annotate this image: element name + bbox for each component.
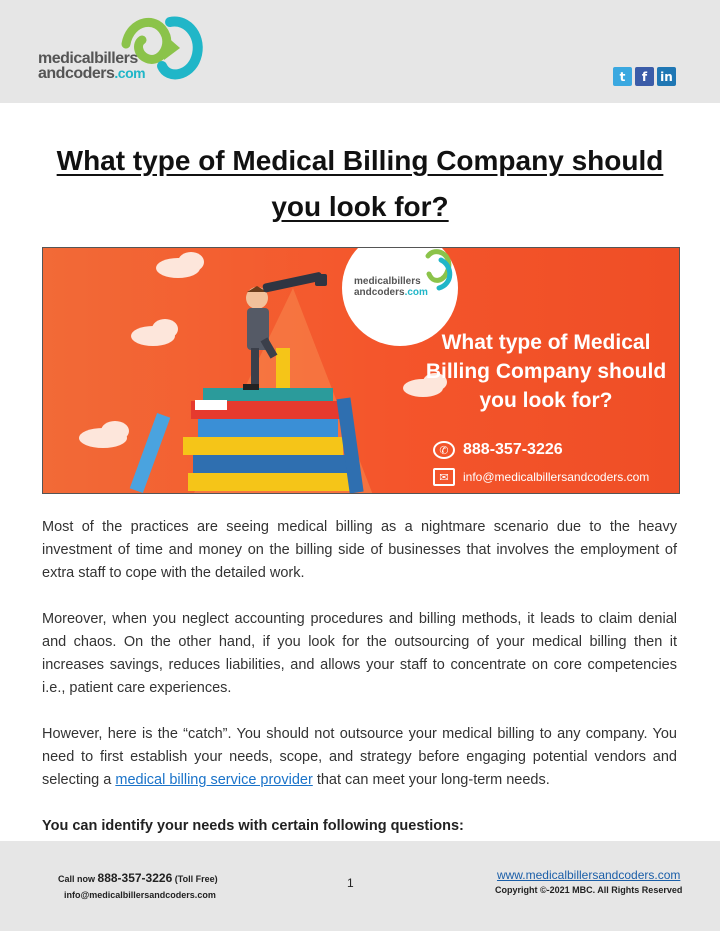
- page-footer: [0, 841, 720, 931]
- hero-heading: What type of Medical Billing Company should you look for?: [425, 331, 667, 412]
- paragraph-3-text-before: However, here is the “catch”. You should not outsource your medical billing to any company. You need to first establish your needs, scope, and strategy before engaging potential vendors and selecting a: [42, 726, 677, 788]
- article-body: [42, 516, 677, 861]
- questions-intro: You can identify your needs with certain following questions:: [42, 818, 464, 834]
- hero-email-address: info@medicalbillersandcoders.com: [463, 470, 650, 484]
- page-title: What type of Medical Billing Company should you look for?: [56, 145, 664, 222]
- hero-phone: [433, 441, 563, 459]
- footer-website-link[interactable]: www.medicalbillersandcoders.com: [496, 868, 681, 882]
- mail-icon: ✉: [433, 468, 455, 486]
- page-number: 1: [347, 876, 354, 890]
- paragraph-2: Moreover, when you neglect accounting procedures and billing methods, it leads to claim denial and chaos. On the other hand, if you look for the outsourcing of your medical billing then it increases savings, reduces liabilities, and allows your staff to concentrate on core competencies i.e., patient care experiences.: [42, 611, 677, 696]
- hero-banner: [42, 247, 680, 494]
- footer-toll-free: (Toll Free): [172, 874, 218, 884]
- logo-dot-com: .com: [114, 65, 146, 81]
- company-logo[interactable]: [38, 14, 208, 94]
- service-provider-link[interactable]: medical billing service provider: [115, 772, 313, 788]
- footer-contact: [58, 870, 218, 903]
- paragraph-3-text-after: that can meet your long-term needs.: [312, 772, 550, 788]
- footer-phone[interactable]: 888-357-3226: [97, 871, 173, 885]
- paragraph-3: [42, 723, 677, 792]
- facebook-icon[interactable]: f: [635, 67, 654, 86]
- social-links: [613, 67, 676, 86]
- hero-phone-number: 888-357-3226: [463, 441, 563, 458]
- linkedin-icon[interactable]: in: [657, 67, 676, 86]
- hero-logo-line-1: medicalbillers: [354, 276, 421, 287]
- logo-wordmark: [38, 52, 145, 81]
- footer-copyright: Copyright ©-2021 MBC. All Rights Reserved: [495, 885, 683, 895]
- hero-logo-wordmark: [354, 276, 428, 298]
- page-header: [0, 0, 720, 103]
- twitter-icon[interactable]: t: [613, 67, 632, 86]
- logo-line-1: medicalbillers: [38, 50, 138, 67]
- phone-icon: ✆: [433, 441, 455, 459]
- hero-email: [433, 468, 649, 486]
- hero-logo-dot-com: .com: [404, 287, 428, 298]
- footer-call-label: Call now: [58, 874, 98, 884]
- logo-line-2: andcoders: [38, 65, 115, 82]
- footer-website-block: [495, 868, 682, 898]
- footer-email[interactable]: info@medicalbillersandcoders.com: [64, 890, 216, 900]
- paragraph-1: Most of the practices are seeing medical billing as a nightmare scenario due to the heavy investment of time and money on the billing side of businesses that involves the employment of extra staff to cope with the detailed work.: [42, 519, 677, 581]
- hero-logo-line-2: andcoders: [354, 287, 405, 298]
